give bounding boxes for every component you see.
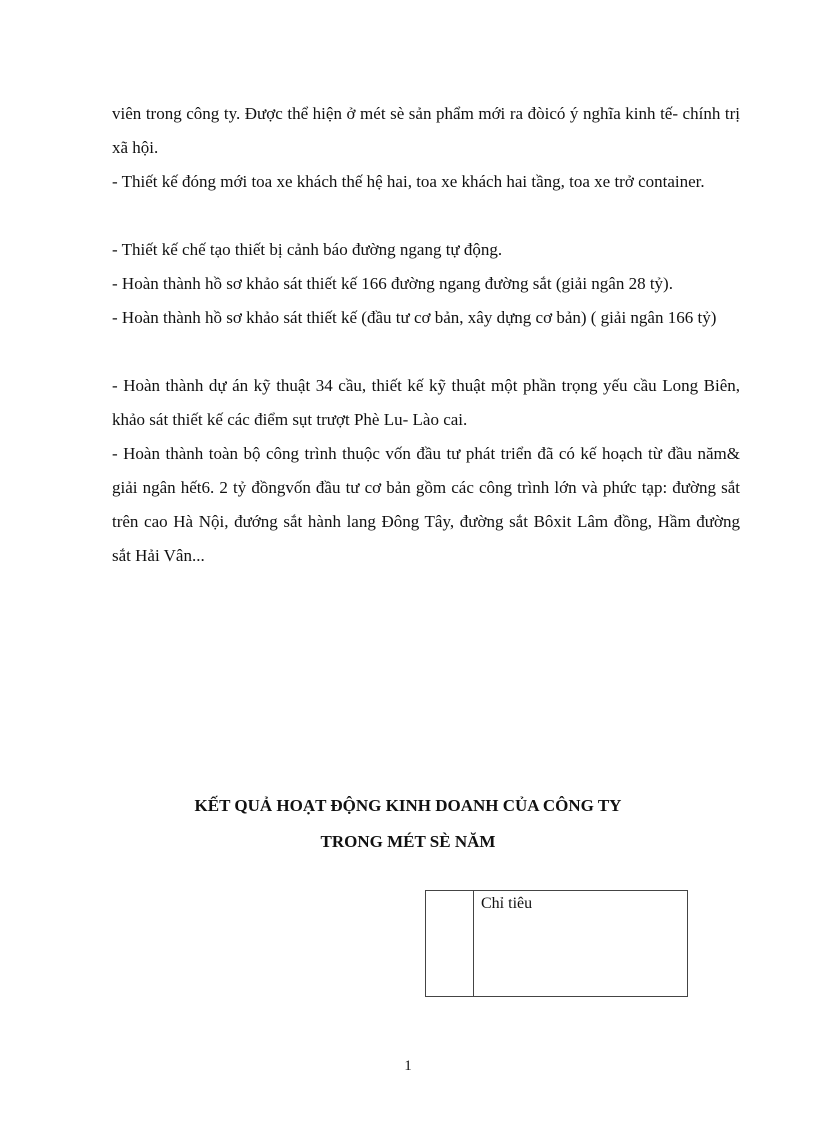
page-number: 1 — [404, 1058, 412, 1074]
section-title-line2: TRONG MÉT SÈ NĂM — [320, 832, 496, 851]
paragraph-bridges-project: - Hoàn thành dự án kỹ thuật 34 cầu, thiết kế kỹ thuật một phần trọng yếu cầu Long Biên, khảo sát thiết kế các điểm sụt trượt Phè Lu- Lào cai. — [112, 376, 740, 429]
section-title-line1: KẾT QUẢ HOẠT ĐỘNG KINH DOANH CỦA CÔNG TY — [194, 796, 622, 815]
paragraph-warning-device: - Thiết kế chế tạo thiết bị cảnh báo đường ngang tự động. — [112, 240, 503, 259]
paragraph-investment-survey: - Hoàn thành hồ sơ khảo sát thiết kế (đầu tư cơ bản, xây dựng cơ bản) ( giải ngân 166 tỷ) — [112, 308, 717, 327]
table-cell-blank — [426, 891, 474, 997]
indicator-table — [425, 890, 688, 997]
paragraph-intro: viên trong công ty. Được thể hiện ở mét sè sản phẩm mới ra đòicó ý nghĩa kinh tế- chính trị xã hội. — [112, 104, 740, 157]
paragraph-passenger-cars: - Thiết kế đóng mới toa xe khách thế hệ hai, toa xe khách hai tầng, toa xe trở container. — [112, 172, 705, 191]
table-header-indicator: Chỉ tiêu — [474, 891, 688, 997]
paragraph-development-works: - Hoàn thành toàn bộ công trình thuộc vốn đầu tư phát triển đã có kế hoạch từ đầu năm& giải ngân hết6. 2 tỷ đồngvốn đầu tư cơ bản gồm các công trình lớn và phức tạp: đường sắt trên cao Hà Nội, đướng sắt hành lang Đông Tây, đường sắt Bôxit Lâm đồng, Hầm đường sắt Hải Vân... — [112, 444, 740, 565]
paragraph-crossings-survey: - Hoàn thành hồ sơ khảo sát thiết kế 166 đường ngang đường sắt (giải ngân 28 tỷ). — [112, 274, 673, 293]
table-row — [426, 891, 688, 997]
